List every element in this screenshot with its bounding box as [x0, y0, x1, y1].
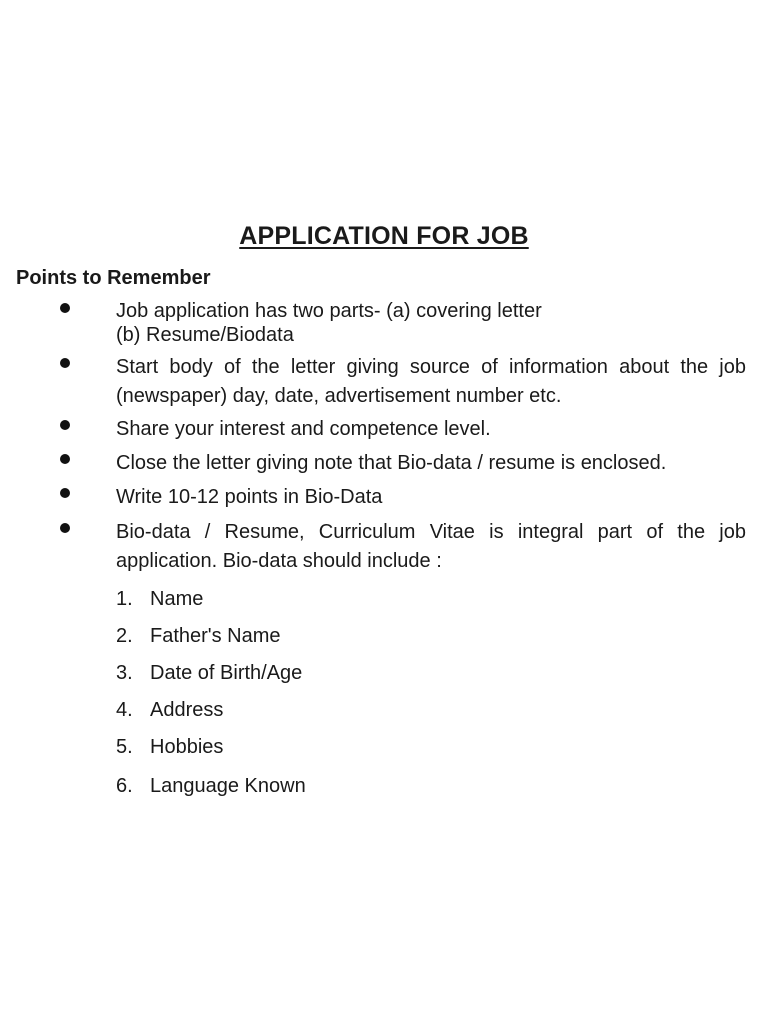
item-number: 5. — [116, 736, 133, 758]
biodata-item — [116, 698, 223, 722]
item-label: Hobbies — [150, 736, 224, 758]
item-number: 6. — [116, 775, 133, 797]
point-text: Share your interest and competence level. — [116, 418, 491, 440]
point-line: Job application has two parts- (a) covering letter — [116, 300, 542, 322]
item-number: 2. — [116, 625, 133, 647]
bullet-icon — [60, 454, 70, 464]
bullet-icon — [60, 488, 70, 498]
point-text: Bio-data / Resume, Curriculum Vitae is integral part of the job application. Bio-data should include : — [116, 521, 746, 572]
point-line: (b) Resume/Biodata — [116, 324, 294, 346]
item-number: 3. — [116, 662, 133, 684]
point-text — [116, 299, 746, 347]
item-label: Name — [150, 588, 204, 610]
biodata-item — [116, 661, 302, 685]
item-number: 1. — [116, 588, 133, 610]
document-title: APPLICATION FOR JOB — [239, 222, 529, 250]
item-label: Language Known — [150, 775, 306, 797]
item-number: 4. — [116, 699, 133, 721]
item-label: Father's Name — [150, 625, 281, 647]
point-text: Write 10-12 points in Bio-Data — [116, 486, 383, 508]
biodata-item — [116, 587, 203, 611]
item-label: Date of Birth/Age — [150, 662, 303, 684]
point-text: Close the letter giving note that Bio-data / resume is enclosed. — [116, 452, 667, 474]
bullet-icon — [60, 358, 70, 368]
biodata-item — [116, 774, 306, 798]
item-label: Address — [150, 699, 224, 721]
point-text: Start body of the letter giving source of information about the job (newspaper) day, date, advertisement number etc. — [116, 356, 746, 407]
bullet-icon — [60, 523, 70, 533]
biodata-item — [116, 624, 281, 648]
biodata-item — [116, 735, 223, 759]
bullet-icon — [60, 303, 70, 313]
bullet-icon — [60, 420, 70, 430]
section-heading: Points to Remember — [16, 267, 211, 289]
